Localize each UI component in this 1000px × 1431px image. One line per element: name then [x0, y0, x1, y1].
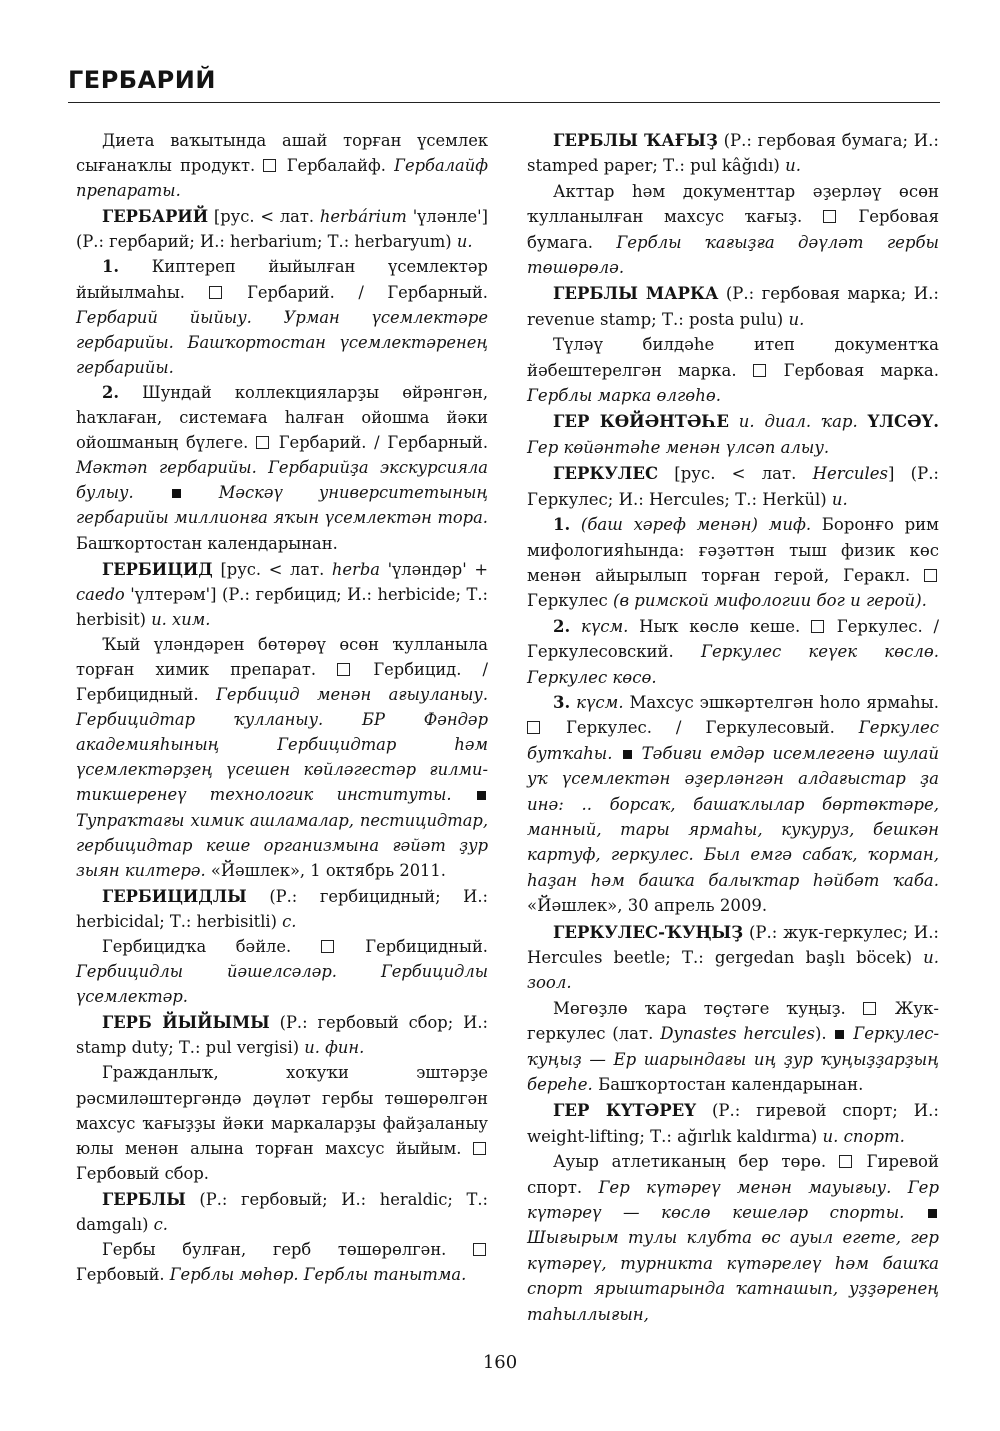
headword: ГЕР КҮТӘРЕҮ — [553, 1101, 697, 1121]
citation-square-icon — [172, 489, 181, 498]
translation-box-icon — [839, 1155, 852, 1168]
cross-reference: ҮЛСӘҮ. — [867, 412, 939, 432]
sense: Гербы булған, герб төшөрөлгән. Гербовый. Герблы мөһөр. Герблы танытма. — [76, 1237, 488, 1287]
header-rule — [68, 102, 940, 103]
entry-herbitsidly: ГЕРБИЦИДЛЫ (Р.: гербицидный; И.: herbicidal; Т.: herbisitli) с. — [76, 886, 488, 931]
entry-herkules: ГЕРКУЛЕС [рус. < лат. Hercules] (Р.: Геркулес; И.: Hercules; Т.: Herkül) и. — [527, 464, 939, 509]
translation-box-icon — [863, 1002, 876, 1015]
headword: ГЕРБЛЫ МАРКА — [553, 284, 719, 304]
translation-box-icon — [256, 436, 269, 449]
entry-herbly-marka: ГЕРБЛЫ МАРКА (Р.: гербовая марка; И.: revenue stamp; Т.: posta pulu) и. — [527, 284, 939, 329]
headword: ГЕРКУЛЕС — [553, 464, 659, 484]
sense: Ауыр атлетиканың бер төрө. Гиревой спорт. Гер күтәреү менән мауығыу. Гер күтәреү — көслө кешеләр спорты. Шығырым тулы клубта өс ауыл егете, гер күтәреү, турникта күтәрелеү һәм башҡа спорт ярыштарында ҡатнашып, уҙҙәренең таһыллығын, — [527, 1152, 940, 1324]
sense-2: 2. күсм. Ныҡ көслө кеше. Геркулес. / Геркулесовский. Геркулес кеүек көслө. Геркулес көсө. — [527, 616, 940, 687]
translation-box-icon — [823, 210, 836, 223]
running-header: ГЕРБАРИЙ — [68, 66, 216, 94]
headword: ГЕРБИЦИД — [102, 559, 213, 579]
sense: Акттар һәм документтар әҙерләү өсөн ҡулланылған махсус ҡағыҙ. Гербовая бумага. Герблы ҡағыҙға дәүләт гербы төшөрөлә. — [527, 181, 940, 278]
entry-herb-yyyym: ГЕРБ ЙЫЙЫМЫ (Р.: гербовый сбор; И.: stamp duty; Т.: pul vergisi) и. фин. — [76, 1013, 488, 1058]
entry-her-kutoreu: ГЕР КҮТӘРЕҮ (Р.: гиревой спорт; И.: weight-lifting; Т.: ağırlık kaldırma) и. спорт. — [527, 1101, 939, 1146]
headword: ГЕРБЛЫ ҠАҒЫҘ — [553, 131, 718, 150]
entry-herbly-kagyz: ГЕРБЛЫ ҠАҒЫҘ (Р.: гербовая бумага; И.: stamped paper; Т.: pul kâğıdı) и. — [527, 131, 939, 176]
entry-her-koyontohe: ГЕР КӨЙӘНТӘҺЕ и. диал. ҡар. ҮЛСӘҮ. Гер көйәнтәһе менән үлсәп алыу. — [527, 412, 939, 457]
headword: ГЕР КӨЙӘНТӘҺЕ — [553, 412, 729, 432]
left-column — [76, 128, 488, 1287]
citation-square-icon — [835, 1030, 844, 1039]
sense-1: 1. (баш хәреф менән) миф. Боронғо рим мифологияһында: ғәҙәттән тыш физик көс менән айырылып торған герой, Геракл. Геркулес (в римской мифологии бог и герой). — [527, 515, 939, 611]
translation-box-icon — [337, 663, 350, 676]
sense: Түләү билдәһе итеп документҡа йәбештерелгән марка. Гербовая марка. Герблы марка өлгөһө. — [527, 335, 939, 406]
citation-square-icon — [477, 791, 486, 800]
citation-square-icon — [928, 1209, 937, 1218]
entry-herbly: ГЕРБЛЫ (Р.: гербовый; И.: heraldic; Т.: damgalı) с. — [76, 1189, 488, 1235]
translation-box-icon — [924, 569, 937, 582]
sense-2: 2. Шундай коллекцияларҙы өйрәнгән, һаҡлаған, системаға һалған ойошма йәки ойошманың бүлеге. Гербарий. / Гербарный. Мәктәп гербарийы. Гербарийҙа экскурсияла булыу. Мәскәү университетының гербарийы миллионға яҡын үсемлектән тора. Башҡортостан календарынан. — [76, 382, 488, 553]
sense: Ҡый үләндәрен бөтөрөү өсөн ҡулланыла торған химик препарат. Гербицид. / Гербицидный. Гербицид менән ағыуланыу. Гербицидтар ҡулланыу. БР Фәндәр академияһының Гербицидтар һәм үсемлектәрҙең үсешен көйләгестәр ғилми-тикшеренеү технологик институты. Тупраҡтағы химик ашламалар, пестицидтар, гербицидтар кеше организмына ғәйәт ҙур зыян килтерә. «Йәшлек», 1 октябрь 2011. — [76, 634, 488, 880]
headword: ГЕРКУЛЕС-ҠУҢЫҘ — [553, 922, 744, 942]
translation-box-icon — [263, 159, 276, 172]
headword: ГЕРБЛЫ — [102, 1189, 186, 1209]
translation-box-icon — [473, 1142, 486, 1155]
sense-3: 3. күсм. Махсус эшкәртелгән һоло ярмаһы. Геркулес. / Геркулесовый. Геркулес бутҡаһы. Тәбиғи емдәр исемлегенә шулай уҡ үсемлектән әҙерләнгән алдағыстар ҙа инә: .. борсаҡ, башаҡлылар бөртөктәре, манный, тары ярмаһы, кукуруз, бешкән картуф, геркулес. Был емгә сабаҡ, ҡорман, һаҙан һәм башҡа балыҡтар һәйбәт ҡаба. «Йәшлек», 30 апрель 2009. — [527, 692, 940, 916]
entry-herbariy: ГЕРБАРИЙ [рус. < лат. herbárium 'үләнле'] (Р.: гербарий; И.: herbarium; Т.: herbaryum) и. — [76, 207, 488, 252]
translation-box-icon — [753, 364, 766, 377]
page-number: 160 — [482, 1352, 518, 1373]
headword: ГЕРБИЦИДЛЫ — [102, 886, 247, 906]
headword: ГЕРБ ЙЫЙЫМЫ — [102, 1013, 270, 1033]
entry-herkules-kunyz: ГЕРКУЛЕС-ҠУҢЫҘ (Р.: жук-геркулес; И.: Hercules beetle; Т.: gergedan başlı böcek) и. зоол. — [527, 922, 939, 993]
sense-1: 1. Киптереп йыйылған үсемлектәр йыйылмаһы. Гербарий. / Гербарный. Гербарий йыйыу. Урман үсемлектәре гербарийы. Башҡортостан үсемлектәренең гербарийы. — [76, 257, 488, 377]
translation-box-icon — [209, 286, 222, 299]
entry-herbitsid: ГЕРБИЦИД [рус. < лат. herba 'үләндәр' + caedo 'үлтерәм'] (Р.: гербицид; И.: herbicide; Т.: herbisit) и. хим. — [76, 559, 488, 629]
translation-box-icon — [473, 1243, 486, 1256]
sense: Мөгөҙлө ҡара төҫтәге ҡуңыҙ. Жук-геркулес (лат. Dynastes hercules). Геркулес-ҡуңыҙ — Ер шарындағы иң ҙур ҡуңыҙҙарҙың береһе. Башҡортостан календарынан. — [527, 998, 940, 1095]
headword: ГЕРБАРИЙ — [102, 207, 209, 227]
entry-continuation: Диета ваҡытында ашай торған үсемлек сығанаҡлы продукт. Гербалайф. Гербалайф препараты. — [76, 131, 488, 201]
translation-box-icon — [321, 940, 334, 953]
right-column — [527, 128, 939, 1327]
citation-square-icon — [623, 750, 632, 759]
translation-box-icon — [527, 721, 540, 734]
translation-box-icon — [811, 620, 824, 633]
sense: Гербицидҡа бәйле. Гербицидный. Гербицидлы йәшелсәләр. Гербицидлы үсемлектәр. — [76, 937, 488, 1007]
sense: Гражданлыҡ, хоҡуҡи эштәрҙе рәсмиләштергәндә дәүләт гербы төшөрөлгән махсус ҡағыҙҙы йәки маркаларҙы файҙаланыу юлы менән алына торған махсус йыйым. Гербовый сбор. — [76, 1063, 488, 1183]
